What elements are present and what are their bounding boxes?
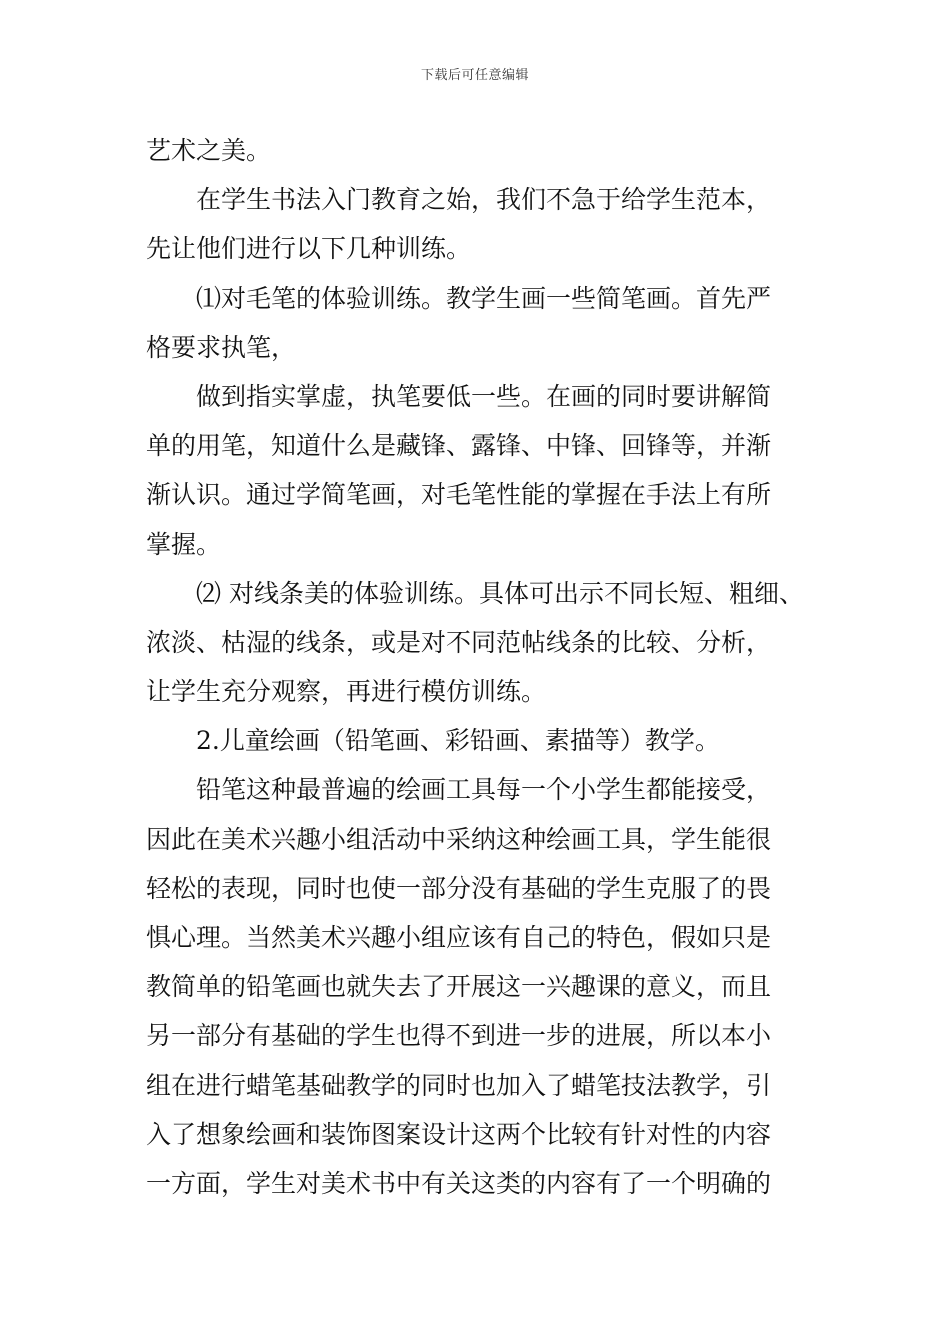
text-line: 2.儿童绘画（铅笔画、彩铅画、素描等）教学。	[196, 726, 720, 756]
text-line: 浓淡、枯湿的线条，或是对不同范帖线条的比较、分析，	[146, 627, 772, 657]
body-text	[146, 126, 814, 1208]
text-line: 先让他们进行以下几种训练。	[146, 234, 472, 264]
text-line: 因此在美术兴趣小组活动中采纳这种绘画工具，学生能很	[146, 824, 772, 854]
page-header: 下载后可任意编辑	[420, 68, 529, 83]
text-line: 惧心理。当然美术兴趣小组应该有自己的特色，假如只是	[146, 923, 772, 952]
text-line: 另一部分有基础的学生也得不到进一步的进展，所以本小	[146, 1021, 772, 1051]
text-line: 让学生充分观察，再进行模仿训练。	[146, 677, 547, 707]
text-line: 单的用笔，知道什么是藏锋、露锋、中锋、回锋等，并渐	[146, 431, 772, 461]
text-line: 入了想象绘画和装饰图案设计这两个比较有针对性的内容	[146, 1119, 772, 1149]
text-line: 在学生书法入门教育之始，我们不急于给学生范本，	[196, 185, 772, 215]
text-line: 做到指实掌虚，执笔要低一些。在画的同时要讲解简	[196, 381, 772, 411]
text-line: ⑴对毛笔的体验训练。教学生画一些简笔画。首先严	[196, 283, 772, 313]
text-line: 铅笔这种最普遍的绘画工具每一个小学生都能接受，	[196, 775, 772, 805]
text-line: 轻松的表现，同时也使一部分没有基础的学生克服了的畏	[146, 873, 772, 903]
text-line: 渐认识。通过学简笔画，对毛笔性能的掌握在手法上有所	[146, 480, 772, 510]
text-line: 格要求执笔，	[146, 332, 297, 362]
text-line: ⑵ 对线条美的体验训练。具体可出示不同长短、粗细、	[196, 578, 804, 608]
text-line: 艺术之美。	[146, 136, 272, 165]
text-line: 组在进行蜡笔基础教学的同时也加入了蜡笔技法教学，引	[146, 1070, 772, 1100]
text-line: 一方面，学生对美术书中有关这类的内容有了一个明确的	[146, 1168, 772, 1198]
text-line: 教简单的铅笔画也就失去了开展这一兴趣课的意义，而且	[146, 972, 772, 1002]
text-line: 掌握。	[146, 529, 222, 559]
